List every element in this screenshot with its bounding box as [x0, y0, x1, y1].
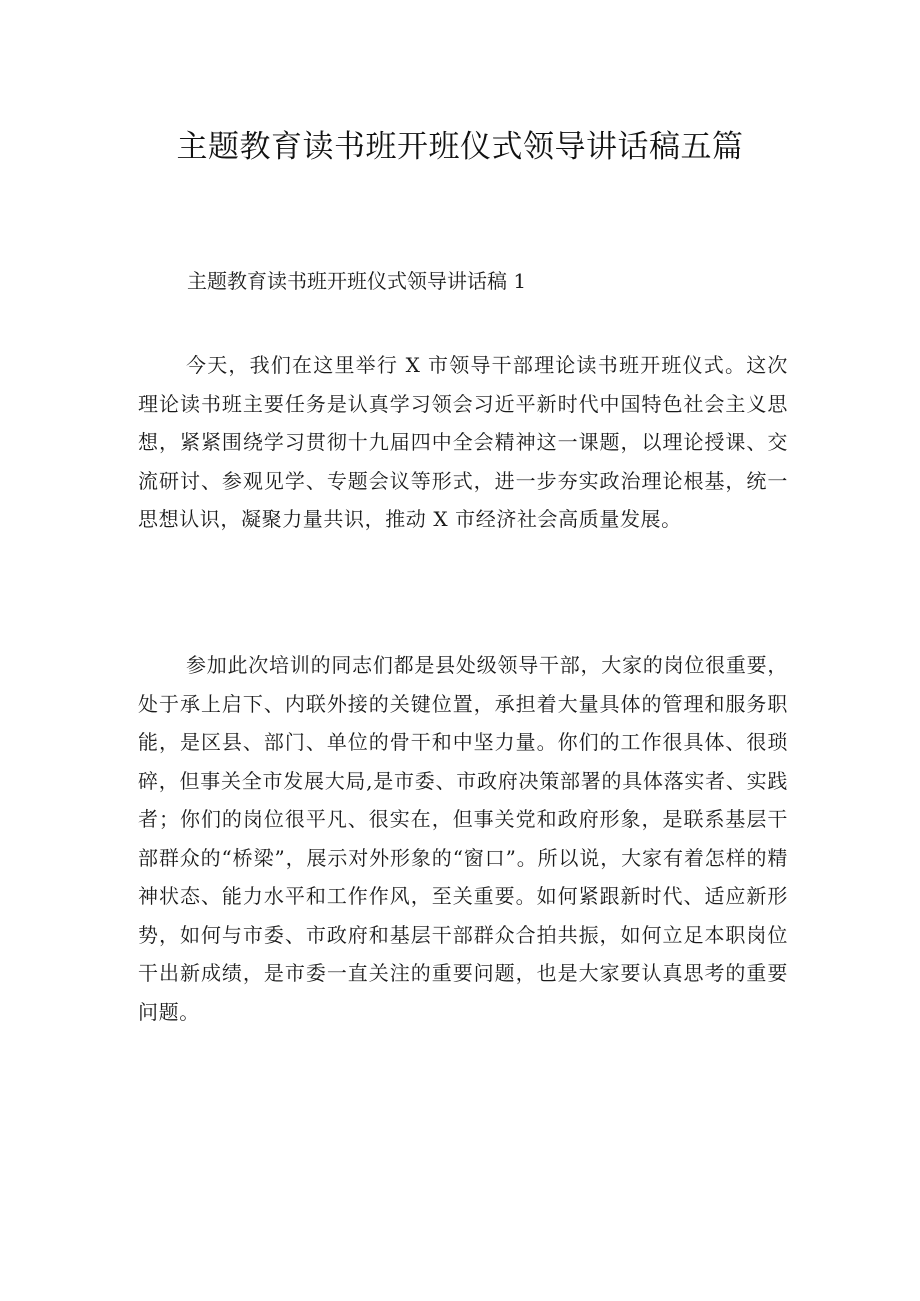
document-title: 主题教育读书班开班仪式领导讲话稿五篇	[176, 129, 744, 165]
body-paragraph: 今天，我们在这里举行 X 市领导干部理论读书班开班仪式。这次理论读书班主要任务是认真学习领会习近平新时代中国特色社会主义思想，紧紧围绕学习贯彻十九届四中全会精神这一课题，以理论授课、交流研讨、参观见学、专题会议等形式，进一步夯实政治理论根基，统一思想认识，凝聚力量共识，推动 X 市经济社会高质量发展。	[138, 353, 788, 531]
body-paragraph: 参加此次培训的同志们都是县处级领导干部，大家的岗位很重要，处于承上启下、内联外接的关键位置，承担着大量具体的管理和服务职能，是区县、部门、单位的骨干和中坚力量。你们的工作很具体、很琐碎，但事关全市发展大局,是市委、市政府决策部署的具体落实者、实践者；你们的岗位很平凡、很实在，但事关党和政府形象，是联系基层干部群众的“桥梁”，展示对外形象的“窗口”。所以说，大家有着怎样的精神状态、能力水平和工作作风，至关重要。如何紧跟新时代、适应新形势，如何与市委、市政府和基层干部群众合拍共振，如何立足本职岗位干出新成绩，是市委一直关注的重要问题，也是大家要认真思考的重要问题。	[138, 653, 788, 1024]
section-heading: 主题教育读书班开班仪式领导讲话稿 1	[187, 269, 527, 293]
